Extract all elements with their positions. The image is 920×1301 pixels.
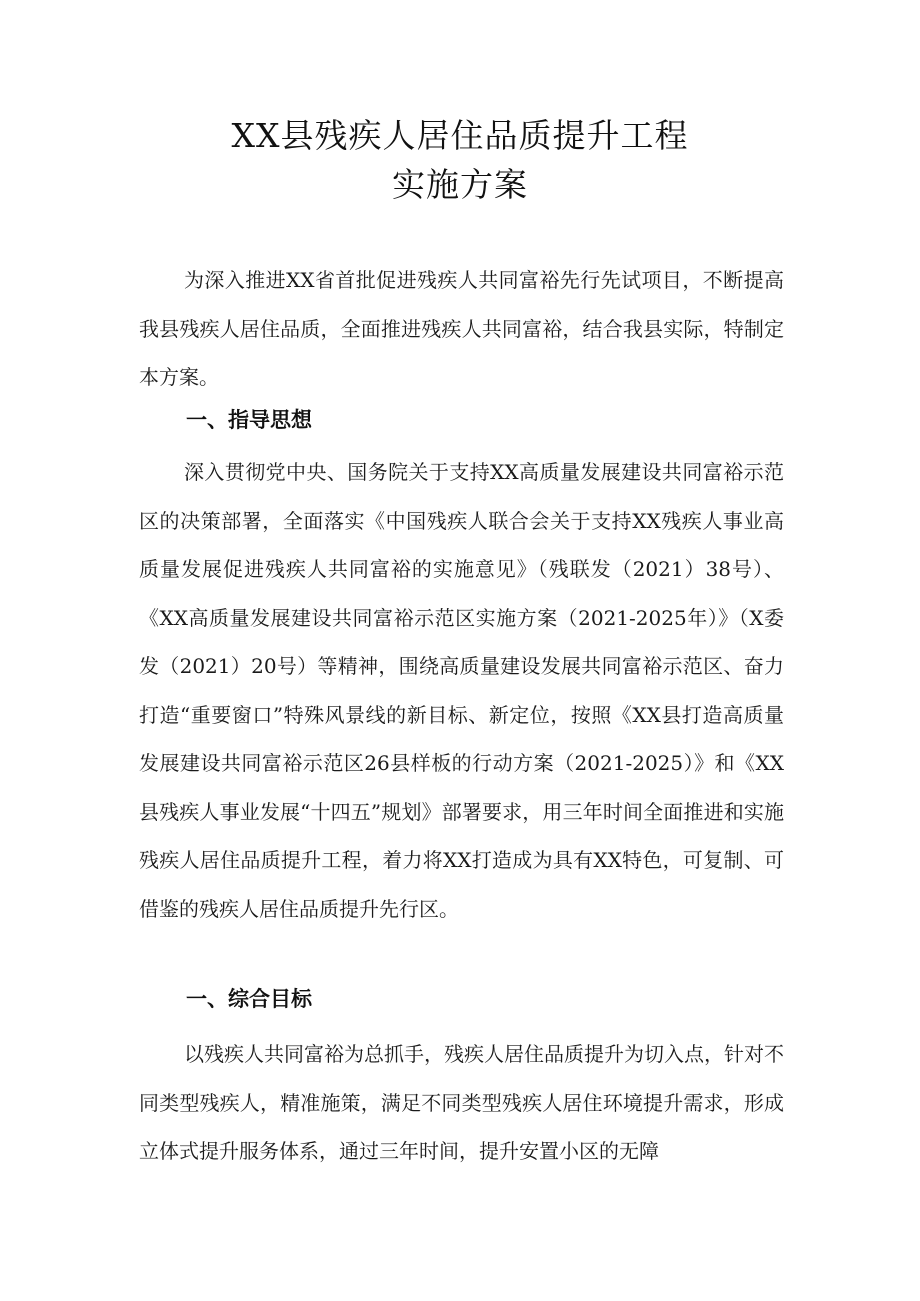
section-heading-guiding-ideology: 一、指导思想 bbox=[186, 408, 312, 432]
document-title-line-2: 实施方案 bbox=[392, 165, 528, 204]
guiding-ideology-paragraph: 深入贯彻党中央、国务院关于支持XX高质量发展建设共同富裕示范区的决策部署，全面落实《中国残疾人联合会关于支持XX残疾人事业高质量发展促进残疾人共同富裕的实施意见》（残联发（2021）38号）、《XX高质量发展建设共同富裕示范区实施方案（2021-2025年）》（X委发（2021）20号）等精神，围绕高质量建设发展共同富裕示范区、奋力打造“重要窗口”特殊风景线的新目标、新定位，按照《XX县打造高质量发展建设共同富裕示范区26县样板的行动方案（2021-2025）》和《XX县残疾人事业发展“十四五”规划》部署要求，用三年时间全面推进和实施残疾人居住品质提升工程，着力将XX打造成为具有XX特色，可复制、可借鉴的残疾人居住品质提升先行区。 bbox=[139, 460, 784, 921]
document-title-line-1: XX县残疾人居住品质提升工程 bbox=[231, 116, 689, 155]
overall-goals-paragraph: 以残疾人共同富裕为总抓手，残疾人居住品质提升为切入点，针对不同类型残疾人，精准施策，满足不同类型残疾人居住环境提升需求，形成立体式提升服务体系，通过三年时间，提升安置小区的无障 bbox=[139, 1042, 784, 1163]
intro-paragraph: 为深入推进XX省首批促进残疾人共同富裕先行先试项目，不断提高我县残疾人居住品质，全面推进残疾人共同富裕，结合我县实际，特制定本方案。 bbox=[139, 268, 784, 389]
section-heading-overall-goals: 一、综合目标 bbox=[186, 987, 312, 1011]
